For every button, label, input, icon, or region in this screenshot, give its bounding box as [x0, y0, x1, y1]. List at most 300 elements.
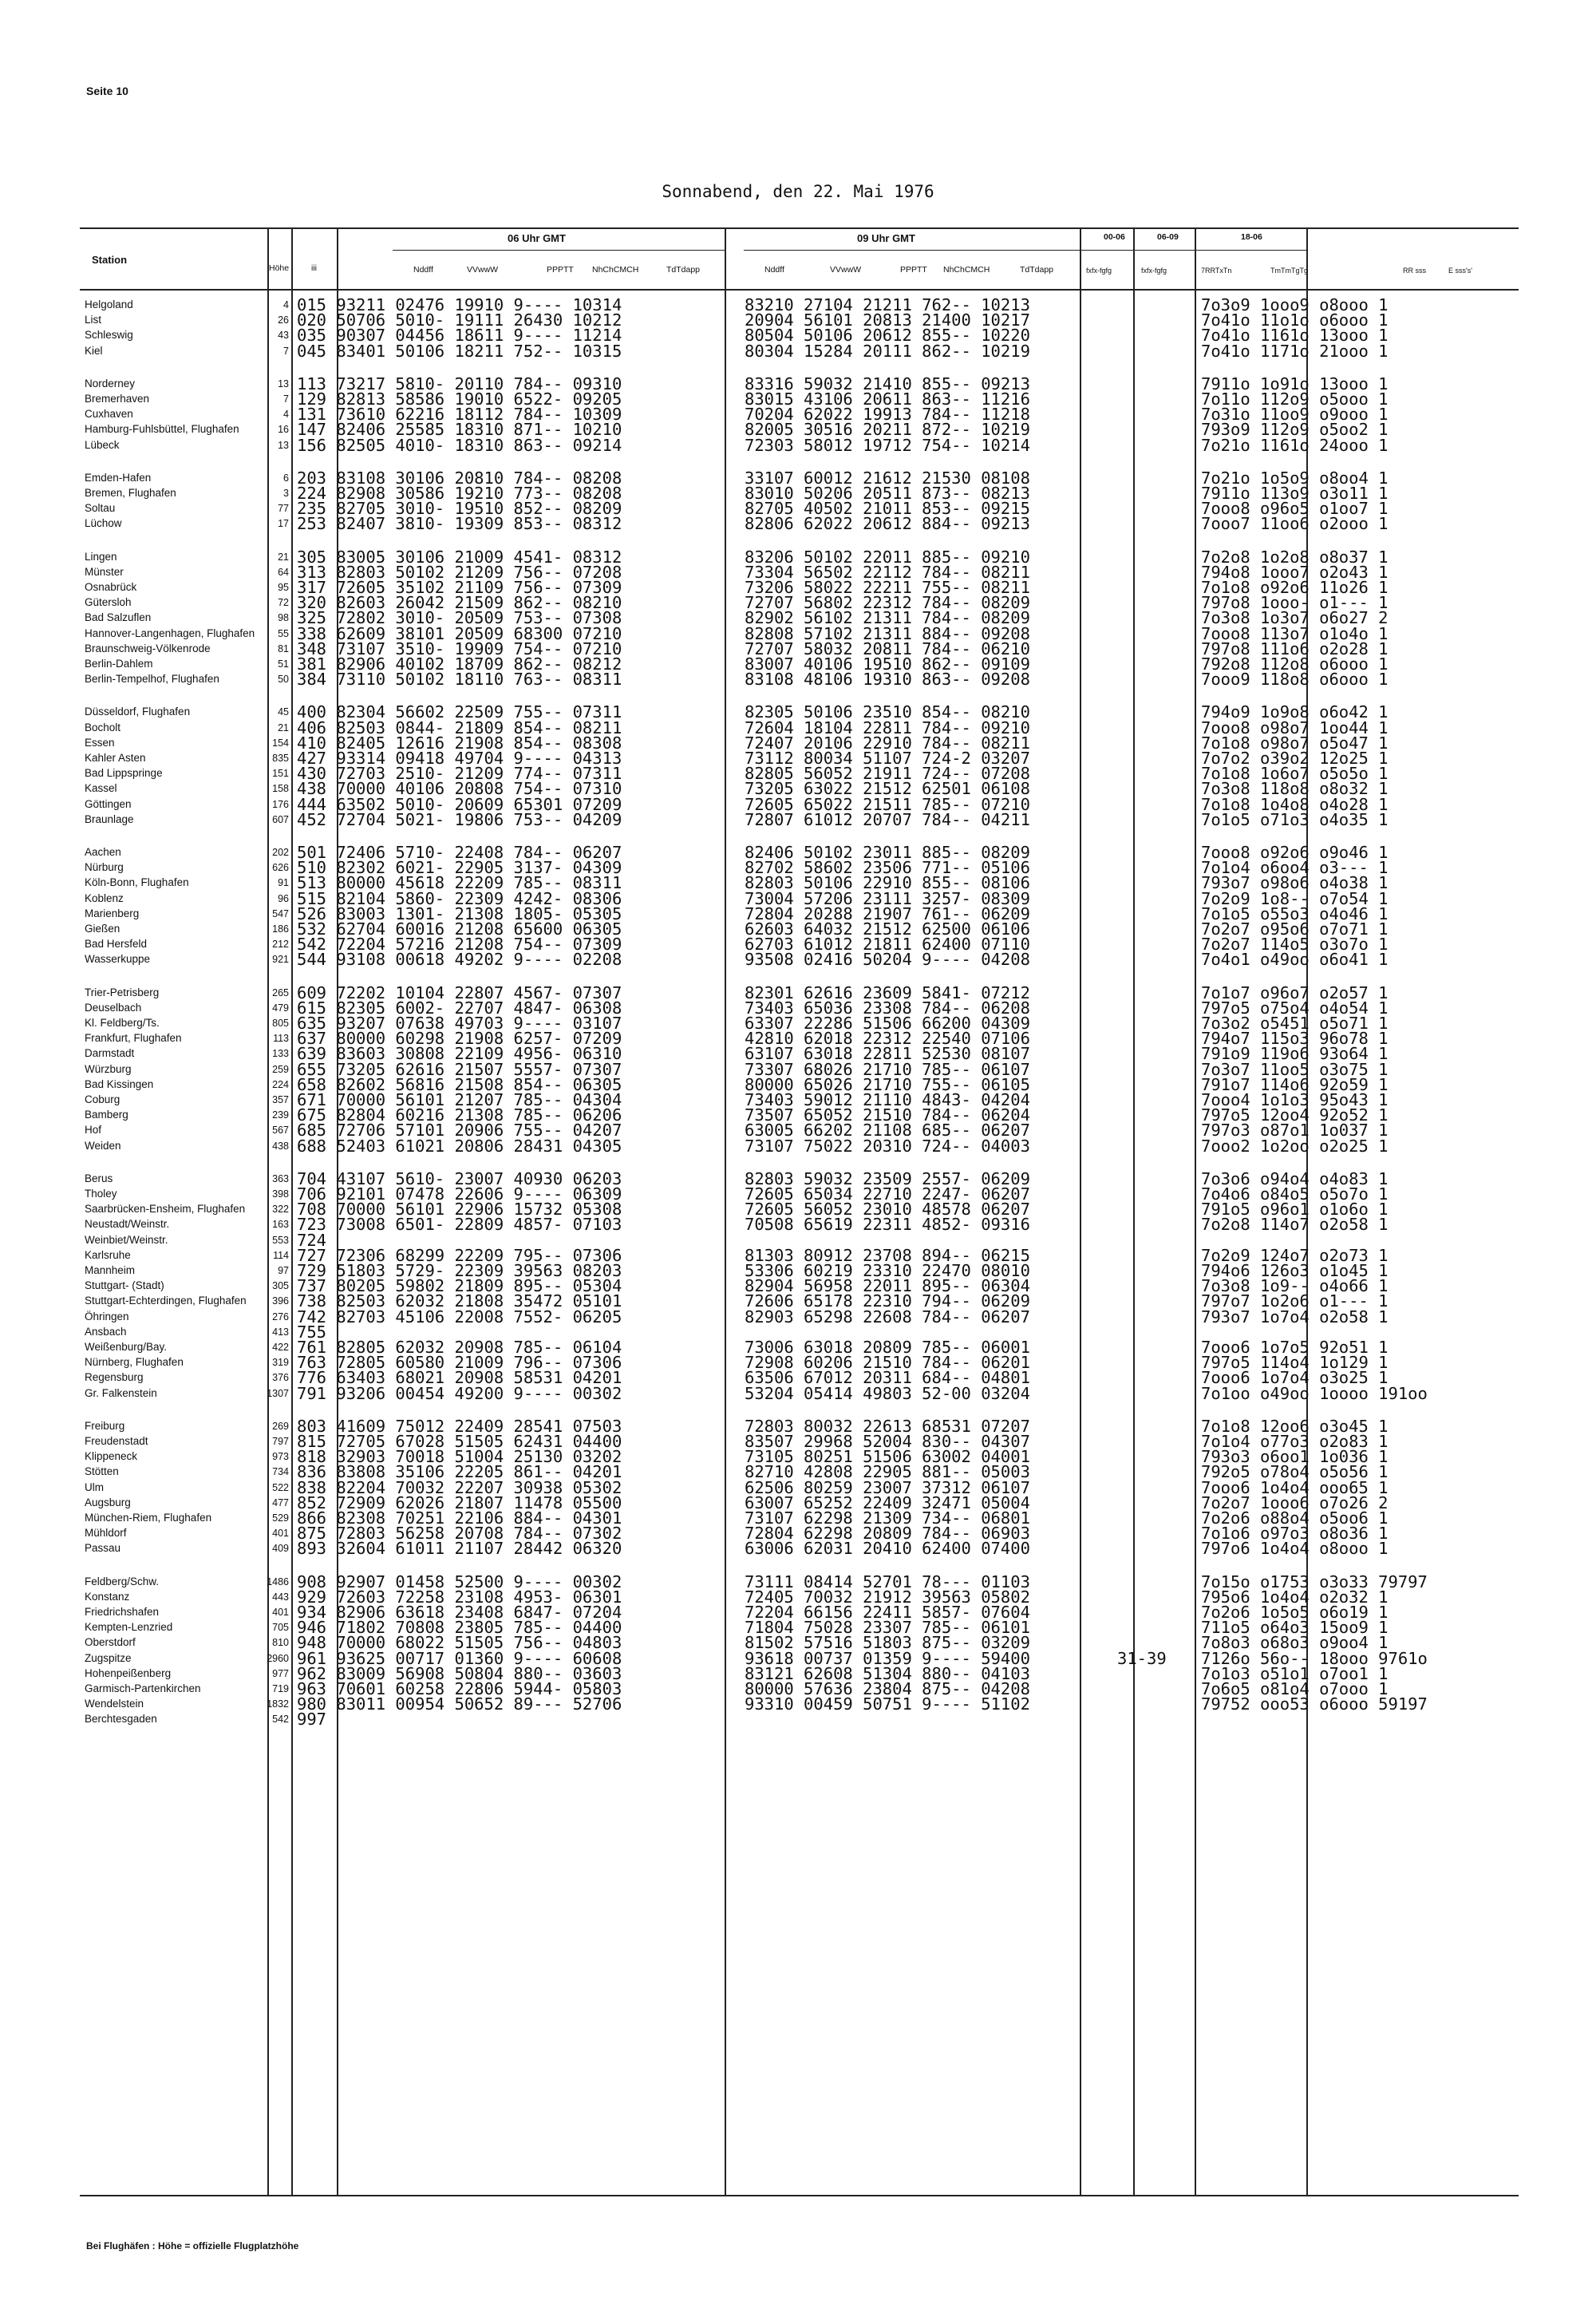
station-name: Gr. Falkenstein [85, 1386, 157, 1399]
station-name: Hohenpeißenberg [85, 1666, 172, 1679]
station-name: Konstanz [85, 1590, 130, 1603]
obs-09-gmt: 83121 62608 51304 880-- 04103 [745, 1663, 1030, 1683]
obs-09-gmt: 72707 58032 20811 784-- 06210 [745, 638, 1030, 658]
obs-06-gmt: 410 82405 12616 21908 854-- 08308 [297, 733, 622, 753]
obs-06-gmt: 131 73610 62216 18112 784-- 10309 [297, 405, 622, 425]
station-height: 7 [283, 345, 289, 357]
obs-09-gmt: 71804 75028 23307 785-- 06101 [745, 1618, 1030, 1638]
station-height: 239 [272, 1109, 289, 1121]
station-height: 734 [272, 1466, 289, 1478]
obs-09-gmt: 72303 58012 19712 754-- 10214 [745, 435, 1030, 455]
station-name: Wendelstein [85, 1698, 144, 1710]
station-height: 547 [272, 907, 289, 919]
station-height: 21 [278, 551, 289, 563]
obs-06-gmt: 400 82304 56602 22509 755-- 07311 [297, 702, 622, 722]
obs-06-gmt: 235 82705 3010- 19510 852-- 08209 [297, 499, 622, 519]
station-name: Regensburg [85, 1371, 144, 1384]
obs-18-06: 7o1o5 o71o3 o4o35 1 [1201, 809, 1389, 829]
obs-09-gmt: 72407 20106 22910 784-- 08211 [745, 733, 1030, 753]
obs-09-gmt: 82805 56052 21911 724-- 07208 [745, 764, 1030, 784]
obs-09-gmt: 83007 40106 19510 862-- 09109 [745, 654, 1030, 674]
obs-09-gmt: 42810 62018 22312 22540 07106 [745, 1029, 1030, 1049]
obs-06-gmt: 635 93207 07638 49703 9---- 03107 [297, 1014, 622, 1033]
table-bottom-border [80, 2195, 1519, 2196]
obs-09-gmt: 63506 67012 20311 684-- 04801 [745, 1368, 1030, 1388]
obs-18-06: 797o7 1o2o6 o1--- 1 [1201, 1291, 1389, 1311]
obs-09-gmt: 83206 50102 22011 885-- 09210 [745, 547, 1030, 567]
station-name: Würzburg [85, 1062, 132, 1075]
obs-18-06: 7o4o6 o84o5 o5o7o 1 [1201, 1184, 1389, 1204]
obs-09-gmt: 81303 80912 23708 894-- 06215 [745, 1245, 1030, 1265]
station-name: Tholey [85, 1188, 117, 1200]
obs-09-gmt: 83015 43106 20611 863-- 11216 [745, 389, 1030, 409]
station-name: Bremerhaven [85, 393, 150, 405]
obs-09-gmt: 63006 62031 20410 62400 07400 [745, 1539, 1030, 1559]
obs-18-06: 711o5 o64o3 15oo9 1 [1201, 1618, 1389, 1638]
obs-06-gmt: 815 72705 67028 51505 62431 04400 [297, 1432, 622, 1451]
obs-06-gmt: 776 63403 68021 20908 58531 04201 [297, 1368, 622, 1388]
station-name: Düsseldorf, Flughafen [85, 706, 191, 718]
obs-06-gmt: 852 72909 62026 21807 11478 05500 [297, 1492, 622, 1512]
obs-09-gmt: 53204 05414 49803 52-00 03204 [745, 1383, 1030, 1403]
table-header-border [80, 289, 1519, 291]
station-height: 81 [278, 642, 289, 654]
station-height: 72 [278, 597, 289, 609]
obs-09-gmt: 82803 59032 23509 2557- 06209 [745, 1168, 1030, 1188]
station-name: Cuxhaven [85, 408, 133, 421]
obs-09-gmt: 72606 65178 22310 794-- 06209 [745, 1291, 1030, 1311]
obs-18-06: 7o3o8 1o9-- o4o66 1 [1201, 1276, 1389, 1296]
station-height: 4 [283, 299, 289, 310]
station-height: 322 [272, 1204, 289, 1216]
station-height: 553 [272, 1234, 289, 1246]
obs-18-06: 7o1o5 o55o3 o4o46 1 [1201, 903, 1389, 923]
obs-06-gmt: 444 63502 5010- 20609 65301 07209 [297, 794, 622, 814]
obs-18-06: 7o4o1 o49oo o6o41 1 [1201, 950, 1389, 970]
obs-09-gmt: 70204 62022 19913 784-- 11218 [745, 405, 1030, 425]
station-height: 212 [272, 939, 289, 951]
obs-18-06: 79752 ooo53 o6ooo 59197 [1201, 1694, 1428, 1714]
obs-18-06: 795o6 1o4o4 o2o32 1 [1201, 1587, 1389, 1607]
station-name: Schleswig [85, 329, 133, 342]
obs-18-06: 791o7 114o6 92o59 1 [1201, 1074, 1389, 1094]
obs-06-gmt: 723 73008 6501- 22809 4857- 07103 [297, 1215, 622, 1235]
obs-18-06: 7o41o 1161o 13ooo 1 [1201, 326, 1389, 346]
obs-06-gmt: 513 80000 45618 22209 785-- 08311 [297, 873, 622, 893]
obs-09-gmt: 82808 57102 21311 884-- 09208 [745, 623, 1030, 643]
obs-06-gmt: 637 80000 60298 21908 6257- 07209 [297, 1029, 622, 1049]
obs-09-gmt: 83210 27104 21211 762-- 10213 [745, 295, 1030, 314]
obs-06-gmt: 708 70000 56101 22906 15732 05308 [297, 1200, 622, 1220]
obs-09-gmt: 72707 56802 22312 784-- 08209 [745, 593, 1030, 613]
obs-06-gmt: 338 62609 38101 20509 68300 07210 [297, 623, 622, 643]
obs-18-06: 7o3o2 o5451 o5o71 1 [1201, 1014, 1389, 1033]
obs-09-gmt: 82305 50106 23510 854-- 08210 [745, 702, 1030, 722]
station-height: 401 [272, 1528, 289, 1540]
station-name: Nürburg [85, 861, 124, 874]
obs-18-06: 7o2o7 1ooo6 o7o26 2 [1201, 1492, 1389, 1512]
station-name: Kassel [85, 782, 117, 795]
obs-09-gmt: 73006 63018 20809 785-- 06001 [745, 1338, 1030, 1357]
obs-09-gmt: 83108 48106 19310 863-- 09208 [745, 670, 1030, 690]
obs-06-gmt: 526 83003 1301- 21308 1805- 05305 [297, 903, 622, 923]
header-vvwww-09: VVwwW [830, 265, 862, 275]
obs-06-gmt: 729 51803 5729- 22309 39563 08203 [297, 1261, 622, 1280]
station-name: Emden-Hafen [85, 471, 152, 484]
obs-18-06: 797o5 12oo4 92o52 1 [1201, 1105, 1389, 1125]
obs-18-06: 7911o 1o91o 13ooo 1 [1201, 374, 1389, 393]
obs-09-gmt: 72605 56052 23010 48578 06207 [745, 1200, 1030, 1220]
obs-06-gmt: 317 72605 35102 21109 756-- 07309 [297, 578, 622, 597]
station-height: 276 [272, 1311, 289, 1322]
obs-09-gmt: 93508 02416 50204 9---- 04208 [745, 950, 1030, 970]
obs-06-gmt: 791 93206 00454 49200 9---- 00302 [297, 1383, 622, 1403]
col-divider-06 [725, 227, 726, 2196]
obs-06-gmt: 929 72603 72258 23108 4953- 06301 [297, 1587, 622, 1607]
obs-18-06: 791o9 119o6 93o64 1 [1201, 1044, 1389, 1064]
obs-06-gmt: 658 82602 56816 21508 854-- 06305 [297, 1074, 622, 1094]
station-height: 396 [272, 1295, 289, 1307]
obs-18-06: 792o8 112o8 o6ooo 1 [1201, 654, 1389, 674]
station-height: 398 [272, 1188, 289, 1200]
obs-06-gmt: 452 72704 5021- 19806 753-- 04209 [297, 809, 622, 829]
header-fxfx-2: fxfx-fgfg [1141, 267, 1167, 275]
station-name: Kempten-Lenzried [85, 1621, 173, 1634]
station-height: 114 [273, 1249, 289, 1261]
station-height: 977 [272, 1667, 289, 1679]
station-name: Osnabrück [85, 581, 137, 593]
obs-18-06: 794o9 1o9o8 o6o42 1 [1201, 702, 1389, 722]
station-height: 7 [283, 393, 289, 405]
obs-09-gmt: 73507 65052 21510 784-- 06204 [745, 1105, 1030, 1125]
station-name: Frankfurt, Flughafen [85, 1032, 182, 1045]
station-name: Oberstdorf [85, 1636, 136, 1649]
obs-06-gmt: 761 82805 62032 20908 785-- 06104 [297, 1338, 622, 1357]
obs-06-gmt: 129 82813 58586 19010 6522- 09205 [297, 389, 622, 409]
obs-06-gmt: 501 72406 5710- 22408 784-- 06207 [297, 843, 622, 862]
station-height: 154 [272, 737, 289, 749]
header-nddff-09: Nddff [764, 265, 784, 275]
obs-06-gmt: 639 83603 30808 22109 4956- 06310 [297, 1044, 622, 1064]
obs-09-gmt: 63107 63018 22811 52530 08107 [745, 1044, 1030, 1064]
obs-18-06: 797o3 o87o1 1o037 1 [1201, 1121, 1389, 1141]
col-divider-0006 [1133, 227, 1135, 2196]
station-name: Lingen [85, 550, 117, 563]
header-00-06: 00-06 [1104, 232, 1125, 242]
obs-06-gmt: 875 72803 56258 20708 784-- 07302 [297, 1524, 622, 1544]
station-height: 477 [272, 1496, 289, 1508]
station-height: 45 [278, 706, 289, 718]
station-height: 6 [283, 472, 289, 484]
obs-18-06: 7o11o 112o9 o5ooo 1 [1201, 389, 1389, 409]
station-name: Münster [85, 565, 124, 578]
obs-06-gmt: 738 82503 62032 21808 35472 05101 [297, 1291, 622, 1311]
obs-06-gmt: 688 52403 61021 20806 28431 04305 [297, 1136, 622, 1156]
obs-06-gmt: 544 93108 00618 49202 9---- 02208 [297, 950, 622, 970]
header-ppptt-09: PPPTT [900, 265, 927, 275]
obs-18-06: 7o1o6 o97o3 o8o36 1 [1201, 1524, 1389, 1544]
obs-09-gmt: 72204 66156 22411 5857- 07604 [745, 1603, 1030, 1622]
obs-06-gmt: 224 82908 30586 19210 773-- 08208 [297, 484, 622, 503]
obs-06-gmt: 381 82906 40102 18709 862-- 08212 [297, 654, 622, 674]
obs-09-gmt: 73307 68026 21710 785-- 06107 [745, 1059, 1030, 1079]
obs-09-gmt: 82301 62616 23609 5841- 07212 [745, 982, 1030, 1002]
obs-18-06: 793o7 o98o6 o4o38 1 [1201, 873, 1389, 893]
station-name: Kiel [85, 344, 103, 357]
obs-06-gmt: 015 93211 02476 19910 9---- 10314 [297, 295, 622, 314]
obs-18-06: 7o2o7 114o5 o3o7o 1 [1201, 935, 1389, 955]
station-name: Lüchow [85, 517, 122, 530]
obs-06-gmt: 836 83808 35106 22205 861-- 04201 [297, 1462, 622, 1482]
station-name: Mühldorf [85, 1527, 127, 1540]
station-name: Gießen [85, 923, 120, 935]
station-name: Gütersloh [85, 596, 132, 609]
obs-06-gmt: 737 80205 59802 21809 895-- 05304 [297, 1276, 622, 1296]
obs-09-gmt: 73004 57206 23111 3257- 08309 [745, 888, 1030, 908]
header-nh-09: NhChCMCH [943, 265, 990, 275]
obs-09-gmt: 82904 56958 22011 895-- 06304 [745, 1276, 1030, 1296]
station-name: Bad Salzuflen [85, 611, 152, 624]
header-tmtm: TmTmTgTg [1270, 267, 1308, 275]
station-name: Hamburg-Fuhlsbüttel, Flughafen [85, 423, 239, 436]
station-height: 357 [272, 1094, 289, 1105]
obs-09-gmt: 82903 65298 22608 784-- 06207 [745, 1307, 1030, 1326]
obs-18-06: 7o31o 11oo9 o9ooo 1 [1201, 405, 1389, 425]
station-height: 522 [272, 1481, 289, 1493]
station-name: Stuttgart-Echterdingen, Flughafen [85, 1295, 247, 1307]
obs-18-06: 793o7 1o7o4 o2o58 1 [1201, 1307, 1389, 1326]
obs-09-gmt: 63005 66202 21108 685-- 06207 [745, 1121, 1030, 1141]
station-height: 13 [278, 439, 289, 451]
obs-06-gmt: 427 93314 09418 49704 9---- 04313 [297, 749, 622, 768]
obs-06-gmt: 113 73217 5810- 20110 784-- 09310 [297, 374, 622, 393]
station-name: Göttingen [85, 797, 132, 810]
station-height: 151 [272, 768, 289, 780]
obs-09-gmt: 63307 22286 51506 66200 04309 [745, 1014, 1030, 1033]
station-name: Augsburg [85, 1496, 131, 1508]
station-height: 443 [272, 1591, 289, 1603]
obs-18-06: 7o2o8 1o2o8 o8o37 1 [1201, 547, 1389, 567]
obs-18-06: 7o1o8 1o6o7 o5o5o 1 [1201, 764, 1389, 784]
header-td-06: TdTdapp [666, 265, 701, 275]
obs-18-06: 797o8 1ooo- o1--- 1 [1201, 593, 1389, 613]
station-height: 4 [283, 409, 289, 421]
station-height: 1486 [267, 1575, 289, 1587]
obs-18-06: 7ooo4 1o1o3 95o43 1 [1201, 1090, 1389, 1109]
station-name: Bad Kissingen [85, 1077, 154, 1090]
obs-06-gmt: 320 82603 26042 21509 862-- 08210 [297, 593, 622, 613]
obs-18-06: 7o2o9 124o7 o2o73 1 [1201, 1245, 1389, 1265]
obs-06-gmt: 609 72202 10104 22807 4567- 07307 [297, 982, 622, 1002]
obs-09-gmt: 73112 80034 51107 724-2 03207 [745, 749, 1030, 768]
obs-18-06: 7o3o8 1o3o7 o6o27 2 [1201, 608, 1389, 628]
station-name: Coburg [85, 1093, 120, 1105]
station-height: 176 [272, 798, 289, 810]
obs-09-gmt: 62703 61012 21811 62400 07110 [745, 935, 1030, 955]
station-name: Mannheim [85, 1264, 136, 1276]
station-name: Karlsruhe [85, 1248, 131, 1261]
station-name: Bremen, Flughafen [85, 487, 176, 499]
header-ppptt-06: PPPTT [547, 265, 574, 275]
station-name: Bocholt [85, 721, 121, 733]
obs-18-06: 7o1o3 o51o1 o7oo1 1 [1201, 1663, 1389, 1683]
obs-09-gmt: 33107 60012 21612 21530 08108 [745, 468, 1030, 488]
station-name: Nürnberg, Flughafen [85, 1356, 184, 1369]
obs-09-gmt: 72804 62298 20809 784-- 06903 [745, 1524, 1030, 1544]
header-vvwww-06: VVwwW [467, 265, 499, 275]
obs-06-gmt: 515 82104 5860- 22309 4242- 08306 [297, 888, 622, 908]
obs-06-gmt: 934 82906 63618 23408 6847- 07204 [297, 1603, 622, 1622]
obs-09-gmt: 72908 60206 21510 784-- 06201 [745, 1353, 1030, 1373]
obs-18-06: 7ooo6 1o7o4 o3o25 1 [1201, 1368, 1389, 1388]
obs-18-06: 7o41o 11o1o o6ooo 1 [1201, 310, 1389, 330]
obs-18-06: 7o3o6 o94o4 o4o83 1 [1201, 1168, 1389, 1188]
obs-09-gmt: 73205 63022 21512 62501 06108 [745, 779, 1030, 799]
header-td-09: TdTdapp [1020, 265, 1054, 275]
obs-09-gmt: 80000 65026 21710 755-- 06105 [745, 1074, 1030, 1094]
obs-0609-code: 31-39 [1117, 1648, 1167, 1668]
obs-06-gmt: 430 72703 2510- 21209 774-- 07311 [297, 764, 622, 784]
obs-18-06: 7o21o 1161o 24ooo 1 [1201, 435, 1389, 455]
obs-09-gmt: 73107 75022 20310 724-- 04003 [745, 1136, 1030, 1156]
obs-18-06: 7o41o 1171o 21ooo 1 [1201, 341, 1389, 361]
obs-06-gmt: 755 [297, 1322, 327, 1342]
obs-06-gmt: 671 70000 56101 21207 785-- 04304 [297, 1090, 622, 1109]
station-name: Norderney [85, 377, 136, 389]
table-top-border [80, 227, 1519, 229]
station-height: 55 [278, 627, 289, 639]
station-name: Ulm [85, 1481, 104, 1493]
station-height: 705 [272, 1622, 289, 1634]
obs-18-06: 797o5 114o4 1o129 1 [1201, 1353, 1389, 1373]
station-name: Hannover-Langenhagen, Flughafen [85, 627, 255, 639]
obs-06-gmt: 963 70601 60258 22806 5944- 05803 [297, 1679, 622, 1698]
obs-06-gmt: 406 82503 0844- 21809 854-- 08211 [297, 718, 622, 737]
obs-09-gmt: 83507 29968 52004 830-- 04307 [745, 1432, 1030, 1451]
obs-09-gmt: 72604 18104 22811 784-- 09210 [745, 718, 1030, 737]
subheader-line-extra [1080, 250, 1306, 251]
station-height: 1832 [267, 1698, 289, 1710]
station-name: Freiburg [85, 1419, 125, 1432]
station-name: Freudenstadt [85, 1435, 148, 1447]
obs-06-gmt: 893 32604 61011 21107 28442 06320 [297, 1539, 622, 1559]
header-06-gmt: 06 Uhr GMT [508, 232, 566, 244]
obs-18-06: 7o1o8 1o4o8 o4o28 1 [1201, 794, 1389, 814]
station-name: Helgoland [85, 298, 133, 310]
obs-18-06: 794o8 1ooo7 o2o43 1 [1201, 562, 1389, 582]
obs-18-06: 792o5 o78o4 o5o56 1 [1201, 1462, 1389, 1482]
obs-06-gmt: 325 72802 3010- 20509 753-- 07308 [297, 608, 622, 628]
station-height: 43 [278, 330, 289, 342]
station-name: Weiden [85, 1139, 121, 1152]
obs-18-06: 7ooo6 1o4o4 ooo65 1 [1201, 1477, 1389, 1497]
station-name: Kahler Asten [85, 752, 146, 764]
header-09-gmt: 09 Uhr GMT [857, 232, 915, 244]
obs-06-gmt: 685 72706 57101 20906 755-- 04207 [297, 1121, 622, 1141]
station-name: Bad Hersfeld [85, 938, 148, 951]
obs-18-06: 7ooo9 118o8 o6ooo 1 [1201, 670, 1389, 690]
header-fxfx-1: fxfx-fgfg [1086, 267, 1112, 275]
col-divider-0609 [1195, 227, 1196, 2196]
station-name: Köln-Bonn, Flughafen [85, 876, 189, 889]
station-name: Braunschweig-Völkenrode [85, 642, 211, 654]
station-height: 17 [278, 518, 289, 530]
station-name: Berchtesgaden [85, 1713, 157, 1726]
obs-09-gmt: 72605 65022 21511 785-- 07210 [745, 794, 1030, 814]
obs-18-06: 7o1o4 o77o3 o2o83 1 [1201, 1432, 1389, 1451]
station-height: 921 [272, 954, 289, 966]
obs-06-gmt: 908 92907 01458 52500 9---- 00302 [297, 1572, 622, 1591]
obs-18-06: 7o3o8 118o8 o8o32 1 [1201, 779, 1389, 799]
obs-06-gmt: 203 83108 30106 20810 784-- 08208 [297, 468, 622, 488]
obs-18-06: 7o1o8 o92o6 11o26 1 [1201, 578, 1389, 597]
obs-09-gmt: 72804 20288 21907 761-- 06209 [745, 903, 1030, 923]
station-height: 810 [272, 1637, 289, 1649]
obs-09-gmt: 82005 30516 20211 872-- 10219 [745, 420, 1030, 440]
obs-06-gmt: 727 72306 68299 22209 795-- 07306 [297, 1245, 622, 1265]
obs-06-gmt: 045 83401 50106 18211 752-- 10315 [297, 341, 622, 361]
header-esss: E sss's' [1448, 267, 1472, 275]
obs-09-gmt: 73107 62298 21309 734-- 06801 [745, 1508, 1030, 1528]
obs-18-06: 7ooo7 11oo6 o2ooo 1 [1201, 514, 1389, 534]
obs-09-gmt: 70508 65619 22311 4852- 09316 [745, 1215, 1030, 1235]
obs-09-gmt: 82902 56102 21311 784-- 08209 [745, 608, 1030, 628]
obs-06-gmt: 147 82406 25585 18310 871-- 10210 [297, 420, 622, 440]
obs-18-06: 7o6o5 o81o4 o7ooo 1 [1201, 1679, 1389, 1698]
station-name: Braunlage [85, 812, 134, 825]
station-name: Trier-Petrisberg [85, 986, 160, 998]
station-name: Feldberg/Schw. [85, 1575, 160, 1587]
obs-06-gmt: 946 71802 70808 23805 785-- 04400 [297, 1618, 622, 1638]
obs-09-gmt: 82710 42808 22905 881-- 05003 [745, 1462, 1030, 1482]
obs-18-06: 7o1o8 o98o7 o5o47 1 [1201, 733, 1389, 753]
obs-06-gmt: 997 [297, 1710, 327, 1730]
obs-06-gmt: 763 72805 60580 21009 796-- 07306 [297, 1353, 622, 1373]
station-name: Neustadt/Weinstr. [85, 1218, 170, 1231]
obs-09-gmt: 80000 57636 23804 875-- 04208 [745, 1679, 1030, 1698]
station-height: 2960 [267, 1652, 289, 1664]
obs-09-gmt: 73403 59012 21110 4843- 04204 [745, 1090, 1030, 1109]
obs-09-gmt: 73206 58022 22211 755-- 08211 [745, 578, 1030, 597]
station-height: 77 [278, 503, 289, 515]
obs-18-06: 793o3 o6oo1 1o036 1 [1201, 1447, 1389, 1467]
station-name: Saarbrücken-Ensheim, Flughafen [85, 1203, 246, 1216]
station-name: Lübeck [85, 438, 120, 451]
obs-18-06: 7o1o8 12oo6 o3o45 1 [1201, 1416, 1389, 1436]
obs-09-gmt: 80304 15284 20111 862-- 10219 [745, 341, 1030, 361]
station-name: Hof [85, 1124, 102, 1137]
header-nddff-06: Nddff [413, 265, 433, 275]
station-height: 265 [272, 986, 289, 998]
obs-18-06: 7126o 56o-- 18ooo 9761o [1201, 1648, 1428, 1668]
obs-09-gmt: 82803 50106 22910 855-- 08106 [745, 873, 1030, 893]
station-height: 626 [272, 862, 289, 874]
header-nh-06: NhChCMCH [592, 265, 639, 275]
obs-06-gmt: 655 73205 62616 21507 5557- 07307 [297, 1059, 622, 1079]
obs-18-06: 7o3o9 1ooo9 o8ooo 1 [1201, 295, 1389, 314]
page-title: Sonnabend, den 22. Mai 1976 [662, 182, 934, 201]
station-name: Berlin-Tempelhof, Flughafen [85, 673, 219, 686]
obs-09-gmt: 73403 65036 23308 784-- 06208 [745, 998, 1030, 1018]
obs-09-gmt: 62506 80259 23007 37312 06107 [745, 1477, 1030, 1497]
obs-18-06: 7o3o7 11oo5 o3o75 1 [1201, 1059, 1389, 1079]
obs-18-06: 7ooo2 1o2oo o2o25 1 [1201, 1136, 1389, 1156]
obs-18-06: 7ooo8 o98o7 1oo44 1 [1201, 718, 1389, 737]
station-name: Darmstadt [85, 1047, 135, 1060]
obs-18-06: 7o2o8 114o7 o2o58 1 [1201, 1215, 1389, 1235]
station-name: Stuttgart- (Stadt) [85, 1279, 164, 1292]
station-height: 438 [272, 1140, 289, 1152]
